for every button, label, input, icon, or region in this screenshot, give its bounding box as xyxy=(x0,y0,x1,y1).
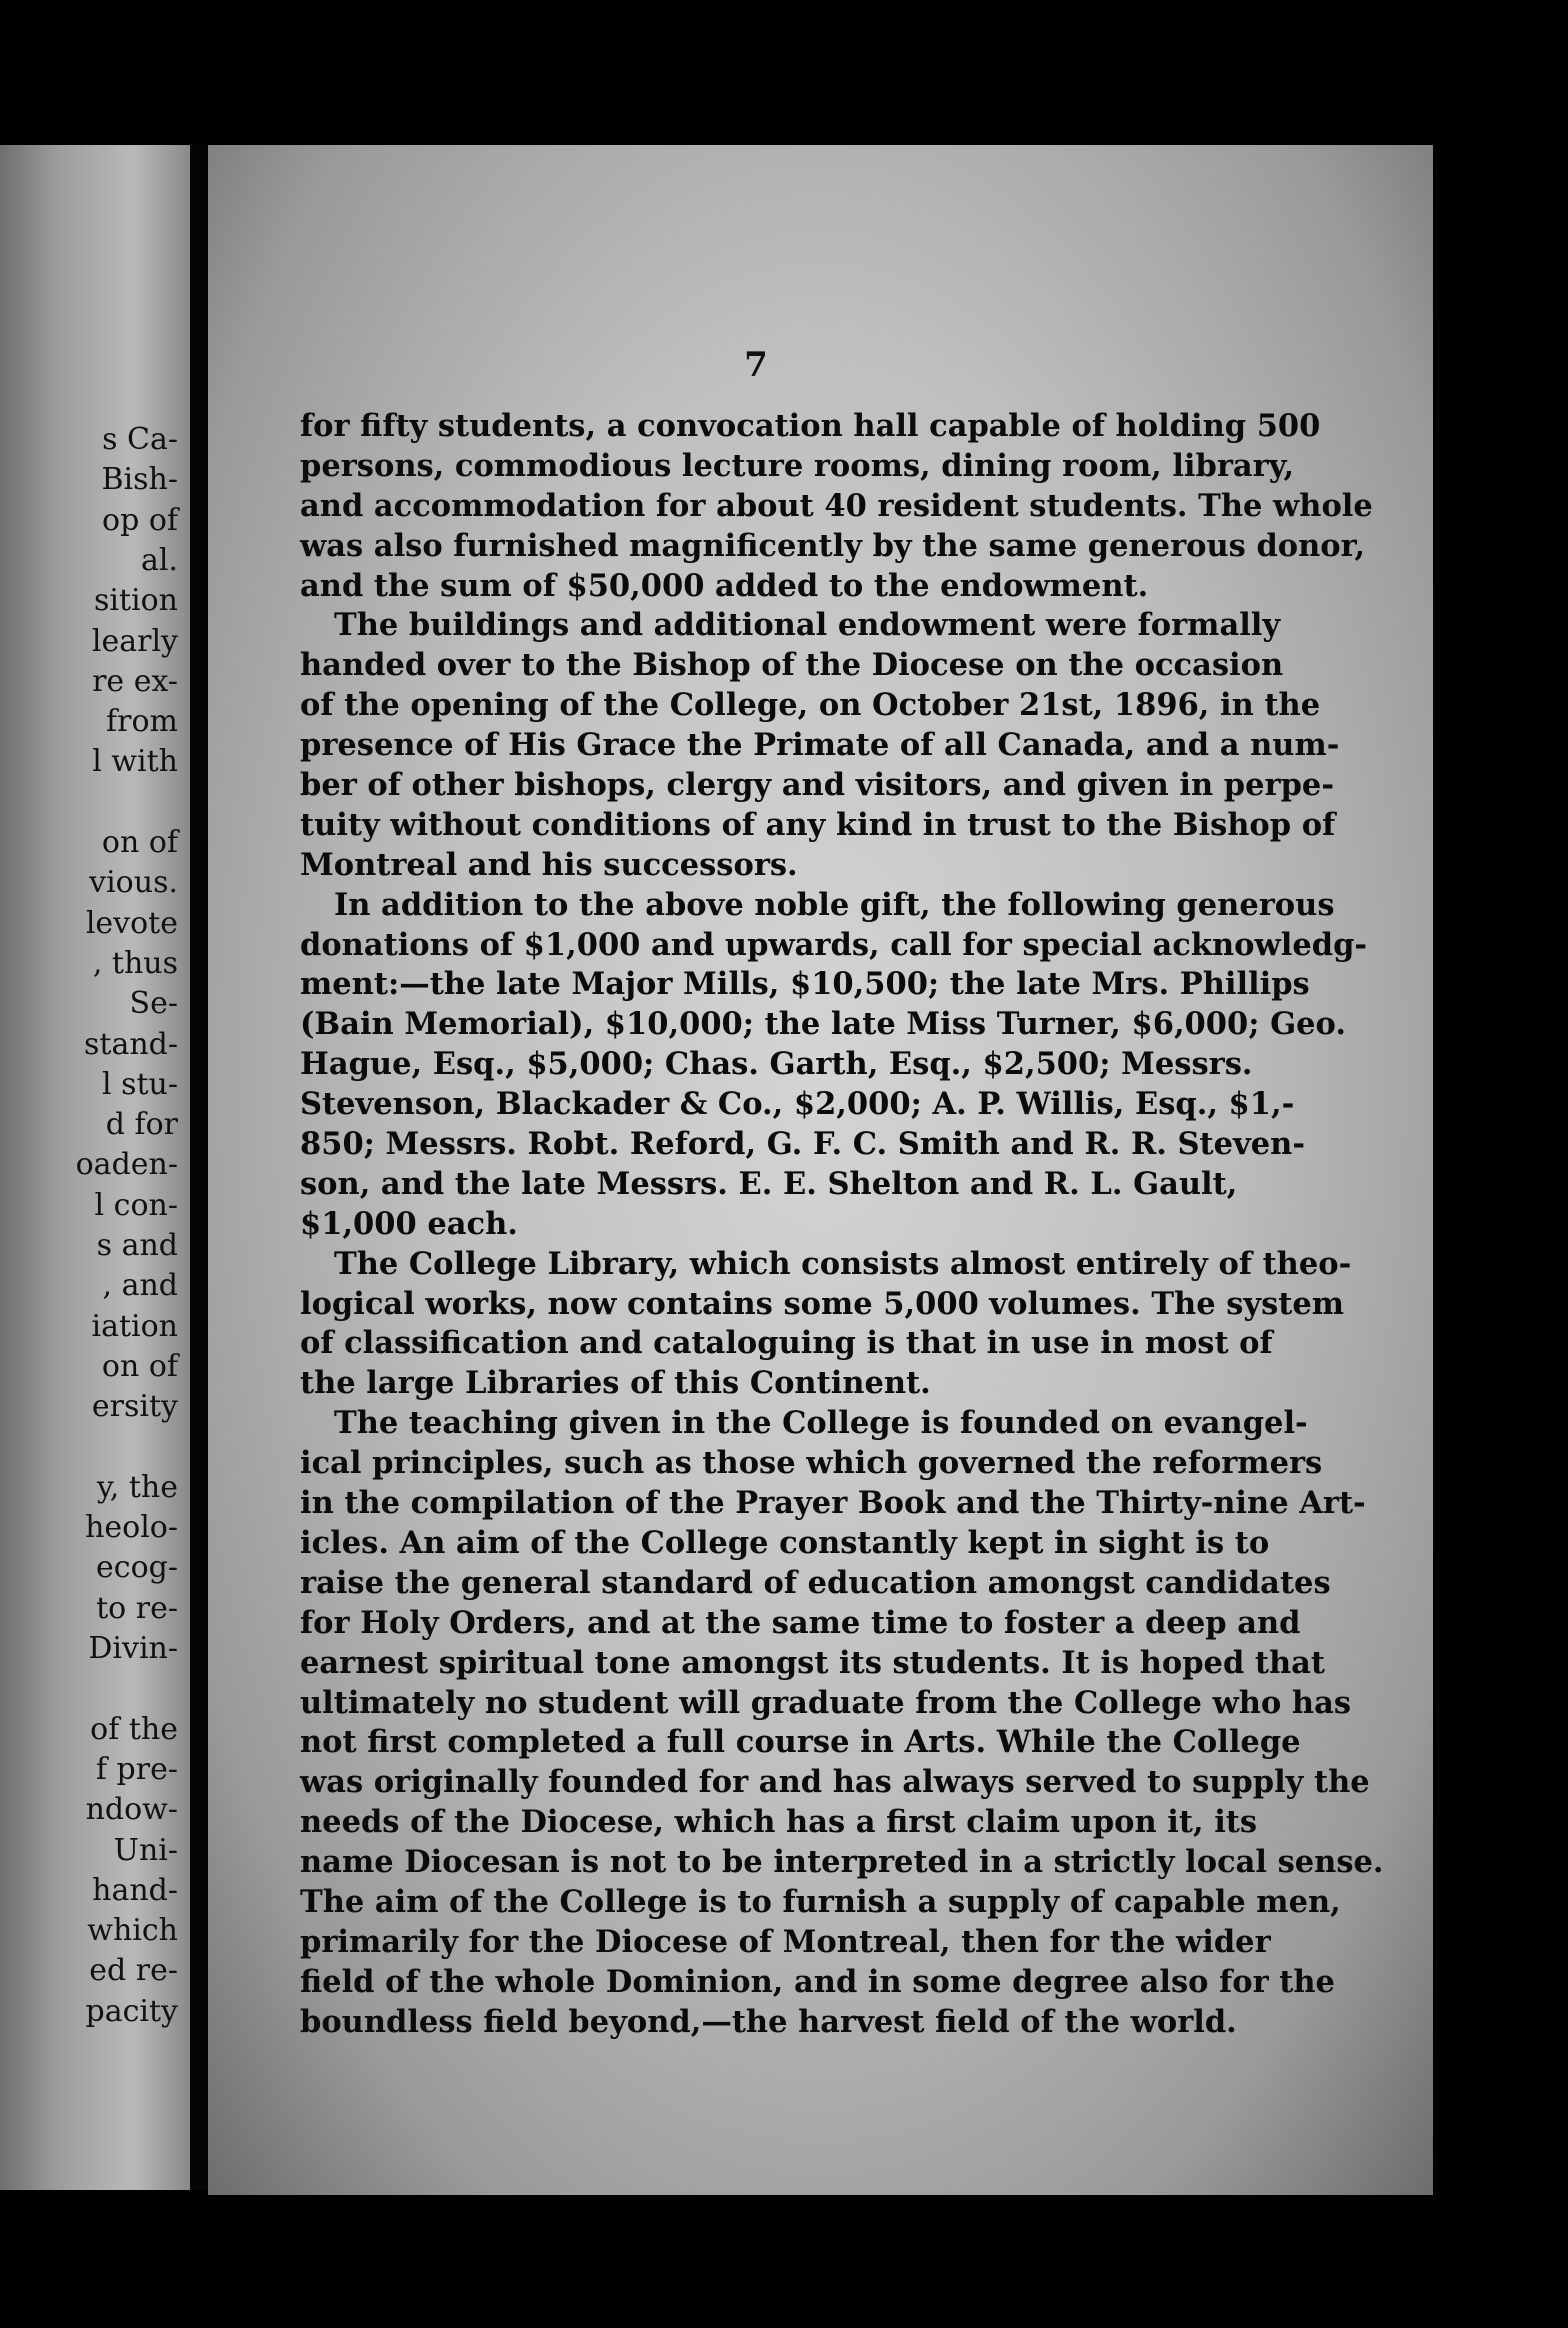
facing-page-line-fragment: l with xyxy=(92,744,178,780)
text-line: raise the general standard of education amongst candidates xyxy=(300,1564,1331,1601)
facing-page-line-fragment: on of xyxy=(101,825,178,860)
facing-page-line-fragment: hand- xyxy=(92,1872,178,1908)
facing-page-line-fragment: Se- xyxy=(129,986,178,1022)
facing-page-line-fragment: stand- xyxy=(84,1026,178,1062)
facing-page-line-fragment: of the xyxy=(90,1711,178,1747)
text-line: In addition to the above noble gift, the following generous xyxy=(334,886,1335,923)
text-line: $1,000 each. xyxy=(300,1205,518,1242)
facing-page-line-fragment: ecog- xyxy=(96,1550,178,1586)
facing-page-line-fragment: ndow- xyxy=(85,1792,178,1828)
text-line: presence of His Grace the Primate of all Canada, and a num- xyxy=(300,727,1340,764)
facing-page-line-fragment: which xyxy=(87,1913,178,1949)
facing-page-line-fragment: iation xyxy=(91,1308,178,1344)
text-line: The buildings and additional endowment were formally xyxy=(334,607,1281,644)
facing-page-line-fragment: op of xyxy=(102,502,178,538)
text-line: logical works, now contains some 5,000 volumes. The system xyxy=(300,1285,1345,1322)
facing-page-line-fragment: l con- xyxy=(94,1187,178,1223)
facing-page-line-fragment: f pre- xyxy=(95,1751,178,1787)
text-line: and accommodation for about 40 resident students. The whole xyxy=(300,487,1373,524)
facing-page-line-fragment: d for xyxy=(105,1107,178,1143)
facing-page-line-fragment: ed re- xyxy=(89,1953,178,1989)
text-line: earnest spiritual tone amongst its students. It is hoped that xyxy=(300,1644,1326,1681)
text-line: The College Library, which consists almost entirely of theo- xyxy=(334,1245,1352,1282)
text-line: name Diocesan is not to be interpreted in a strictly local sense. xyxy=(300,1844,1384,1881)
text-line: (Bain Memorial), $10,000; the late Miss Turner, $6,000; Geo. xyxy=(300,1006,1346,1043)
text-line: handed over to the Bishop of the Diocese on the occasion xyxy=(300,647,1284,684)
facing-page-line-fragment: , and xyxy=(102,1268,178,1304)
facing-page-line-fragment: s Ca- xyxy=(102,422,178,457)
facing-page-line-fragment: Bish- xyxy=(101,462,178,498)
text-line: of classification and cataloguing is that in use in most of xyxy=(300,1325,1273,1362)
facing-page-line-fragment: y, the xyxy=(96,1469,178,1505)
facing-page-line-fragment: vious. xyxy=(89,865,178,901)
text-line: for fifty students, a convocation hall capable of holding 500 xyxy=(300,408,1321,444)
text-line: donations of $1,000 and upwards, call for special acknowledg- xyxy=(300,926,1368,963)
text-line: The aim of the College is to furnish a supply of capable men, xyxy=(300,1883,1341,1920)
text-line: son, and the late Messrs. E. E. Shelton and R. L. Gault, xyxy=(300,1165,1238,1202)
text-line: for Holy Orders, and at the same time to foster a deep and xyxy=(300,1604,1301,1641)
text-line: of the opening of the College, on October 21st, 1896, in the xyxy=(300,687,1321,724)
facing-page-line-fragment: heolo- xyxy=(85,1510,178,1546)
text-line: The teaching given in the College is founded on evangel- xyxy=(334,1405,1308,1442)
facing-page-line-fragment: s and xyxy=(96,1228,178,1263)
facing-page-line-fragment: pacity xyxy=(85,1993,178,2029)
facing-page-line-fragment: learly xyxy=(91,623,178,659)
facing-page-line-fragment: Divin- xyxy=(88,1631,178,1666)
facing-page-line-fragment: Uni- xyxy=(113,1832,178,1868)
text-line: not first completed a full course in Arts. While the College xyxy=(300,1724,1301,1761)
text-line: the large Libraries of this Continent. xyxy=(300,1365,931,1402)
text-line: was also furnished magnificently by the same generous donor, xyxy=(300,527,1366,564)
facing-page-line-fragment: sition xyxy=(93,583,178,619)
facing-page-line-fragment: l stu- xyxy=(101,1066,178,1102)
text-line: ment:—the late Major Mills, $10,500; the late Mrs. Phillips xyxy=(300,966,1310,1003)
page-text xyxy=(300,407,1384,2043)
text-line: Hague, Esq., $5,000; Chas. Garth, Esq., $2,500; Messrs. xyxy=(300,1046,1253,1083)
facing-page-line-fragment: levote xyxy=(85,905,178,941)
text-line: ical principles, such as those which governed the reformers xyxy=(300,1445,1323,1482)
text-line: Stevenson, Blackader & Co., $2,000; A. P. Willis, Esq., $1,- xyxy=(300,1086,1295,1123)
book-page xyxy=(208,145,1433,2195)
facing-page-line-fragment: , thus xyxy=(92,945,178,981)
facing-page-edge xyxy=(0,145,190,2190)
text-line: Montreal and his successors. xyxy=(300,846,798,883)
text-line: tuity without conditions of any kind in trust to the Bishop of xyxy=(300,806,1336,843)
text-line: field of the whole Dominion, and in some degree also for the xyxy=(300,1963,1335,2000)
text-line: ultimately no student will graduate from the College who has xyxy=(300,1684,1351,1721)
text-line: primarily for the Diocese of Montreal, then for the wider xyxy=(300,1923,1271,1960)
text-line: and the sum of $50,000 added to the endowment. xyxy=(300,567,1149,604)
text-line: boundless field beyond,—the harvest field of the world. xyxy=(300,2003,1237,2040)
text-line: was originally founded for and has always served to supply the xyxy=(300,1764,1370,1801)
facing-page-line-fragment: ersity xyxy=(91,1389,178,1425)
facing-page-line-fragment: from xyxy=(106,704,178,740)
facing-page-line-fragment: al. xyxy=(140,542,178,578)
facing-page-line-fragment: to re- xyxy=(96,1590,178,1626)
text-line: 850; Messrs. Robt. Reford, G. F. C. Smith and R. R. Steven- xyxy=(300,1126,1306,1163)
facing-page-line-fragment: on of xyxy=(101,1348,178,1384)
text-line: in the compilation of the Prayer Book and the Thirty-nine Art- xyxy=(300,1485,1366,1522)
text-line: icles. An aim of the College constantly kept in sight is to xyxy=(300,1524,1270,1561)
facing-page-line-fragment: oaden- xyxy=(75,1147,178,1183)
text-line: ber of other bishops, clergy and visitors, and given in perpe- xyxy=(300,767,1334,804)
page-number: 7 xyxy=(744,345,768,385)
book-gutter xyxy=(190,145,208,2190)
text-line: persons, commodious lecture rooms, dining room, library, xyxy=(300,447,1295,484)
text-line: needs of the Diocese, which has a first claim upon it, its xyxy=(300,1804,1258,1841)
facing-page-line-fragment: re ex- xyxy=(92,663,178,699)
